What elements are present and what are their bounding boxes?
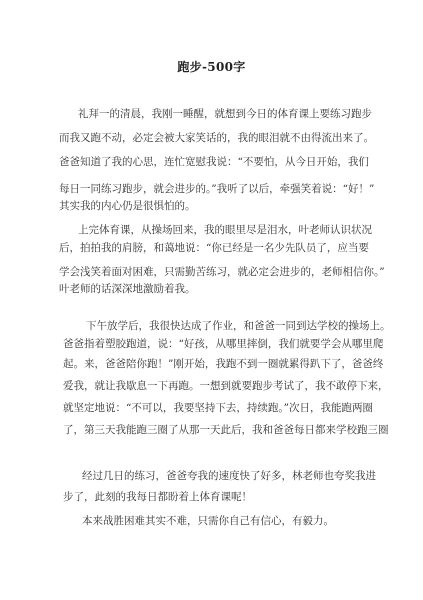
paragraph-2-line-4: 叶老师的话深深地激励着我。 [59, 283, 196, 295]
paragraph-3-line-2: 爸爸指着塑胶跑道，说：“好孩，从哪里摔倒，我们就要学会从哪里爬 [63, 338, 384, 350]
paragraph-3-line-3: 起。来，爸爸陪你跑！”刚开始，我跑不到一圈就累得趴下了，爸爸终 [63, 358, 384, 370]
paragraph-3-line-6: 了，第三天我能跑三圈了从那一天此后，我和爸爸每日都来学校跑三圈 [63, 424, 389, 436]
paragraph-2-line-1: 上完体育课，从操场回来，我的眼里尽是泪水，叶老师认识状况 [78, 224, 372, 236]
paragraph-2-line-2: 后，拍拍我的肩膀，和蔼地说：“你已经是一名少先队员了，应当要 [59, 242, 369, 254]
paragraph-5-line-1: 本来战胜困难其实不难，只需你自己有信心，有毅力。 [82, 515, 334, 527]
paragraph-1-line-5: 其实我的内心仍是很惧怕的。 [59, 200, 196, 212]
paragraph-1-line-1: 礼拜一的清晨，我刚一睡醒，就想到今日的体育课上要练习跑步 [78, 108, 372, 120]
paragraph-1-line-2: 而我又跑不动，必定会被大家笑话的，我的眼泪就不由得流出来了。 [59, 132, 374, 144]
paragraph-3-line-5: 就坚定地说：“不可以，我要坚持下去，持续跑。”次日，我能跑两圈 [63, 402, 373, 414]
document-title: 跑步-500字 [177, 60, 246, 74]
paragraph-3-line-1: 下午放学后，我很快达成了作业，和爸爸一同到达学校的操场上。 [86, 320, 391, 332]
paragraph-4-line-2: 步了，此刻的我每日都盼着上体育课呢！ [63, 491, 252, 503]
paragraph-3-line-4: 爱我，就让我歇息一下再跑。一想到就要跑步考试了，我不敢停下来， [63, 380, 389, 392]
paragraph-1-line-4: 每日一同练习跑步，就会进步的。”我听了以后，牵强笑着说：“好！” [59, 183, 375, 195]
paragraph-2-line-3: 学会浅笑着面对困难，只需勤苦练习，就必定会进步的，老师相信你。” [59, 266, 385, 278]
paragraph-1-line-3: 爸爸知道了我的心思，连忙宽慰我说：“不要怕，从今日开始，我们 [59, 156, 369, 168]
paragraph-4-line-1: 经过几日的练习，爸爸夸我的速度快了好多，林老师也夸奖我进 [82, 470, 376, 482]
